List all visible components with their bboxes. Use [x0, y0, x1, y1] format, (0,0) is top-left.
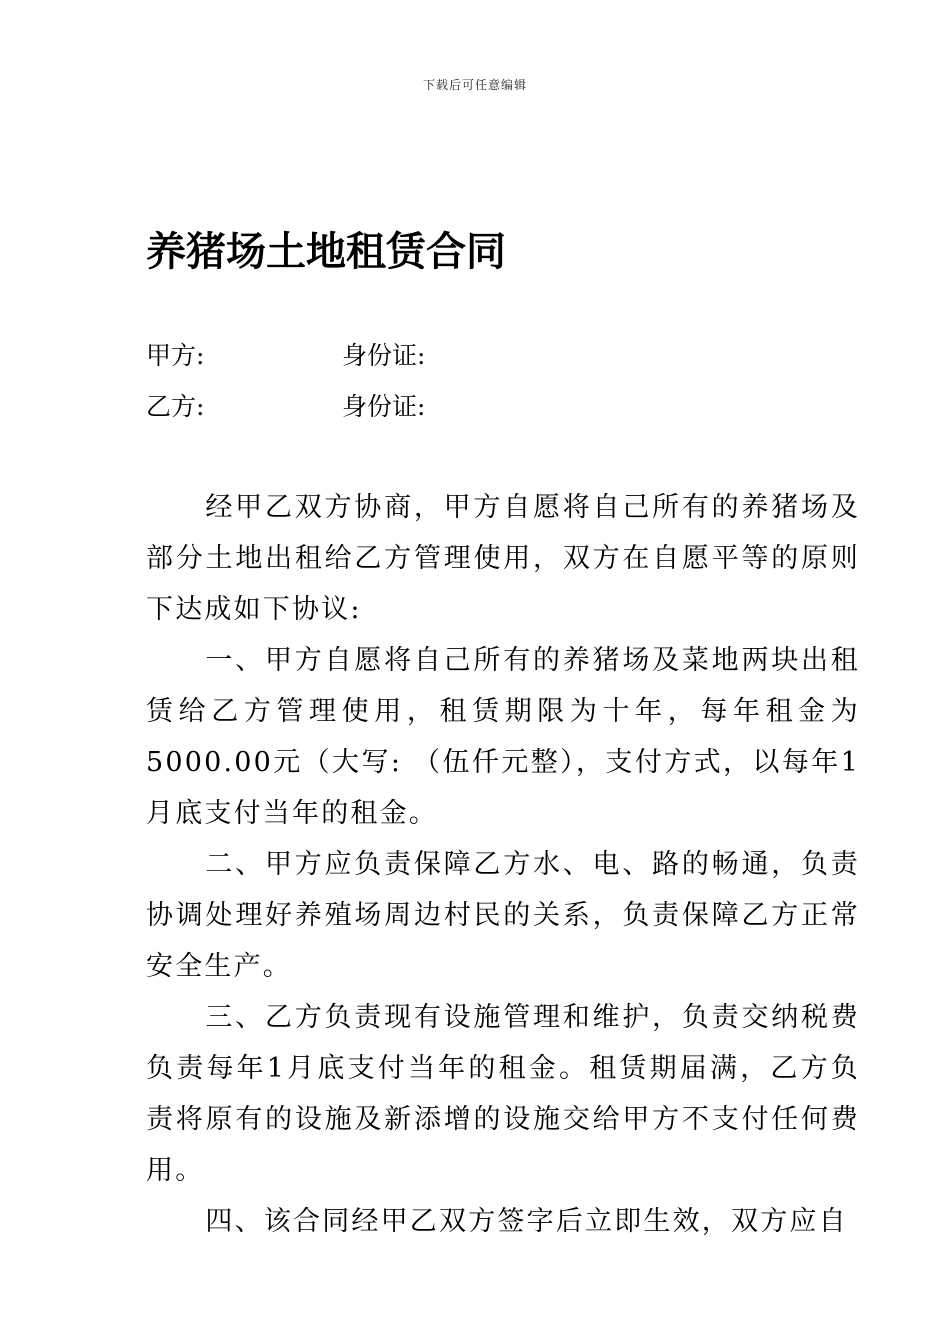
- clause-4: 四、该合同经甲乙双方签字后立即生效，双方应自: [205, 1206, 848, 1237]
- document-title: 养猪场土地租赁合同: [146, 228, 506, 275]
- clause-3: 三、乙方负责现有设施管理和维护，负责交纳税费负责每年1月底支付当年的租金。租赁期届满，乙方负责将原有的设施及新添增的设施交给甲方不支付任何费用。: [146, 1002, 860, 1186]
- header-note: 下载后可任意编辑: [422, 78, 527, 92]
- clause-2: 二、甲方应负责保障乙方水、电、路的畅通，负责协调处理好养殖场周边村民的关系，负责保障乙方正常安全生产。: [146, 849, 860, 982]
- party-b-id-label: 身份证:: [342, 392, 426, 421]
- party-a-label: 甲方:: [146, 341, 205, 370]
- party-a-id-label: 身份证:: [342, 341, 426, 370]
- intro-paragraph: 经甲乙双方协商，甲方自愿将自己所有的养猪场及部分土地出租给乙方管理使用，双方在自愿平等的原则下达成如下协议:: [146, 492, 860, 625]
- party-b-label: 乙方:: [146, 392, 205, 421]
- clause-1: 一、甲方自愿将自己所有的养猪场及菜地两块出租赁给乙方管理使用，租赁期限为十年，每年租金为5000.00元（大写: （伍仟元整），支付方式，以每年1月底支付当年的租金。: [146, 645, 860, 829]
- contract-body: [146, 482, 860, 1247]
